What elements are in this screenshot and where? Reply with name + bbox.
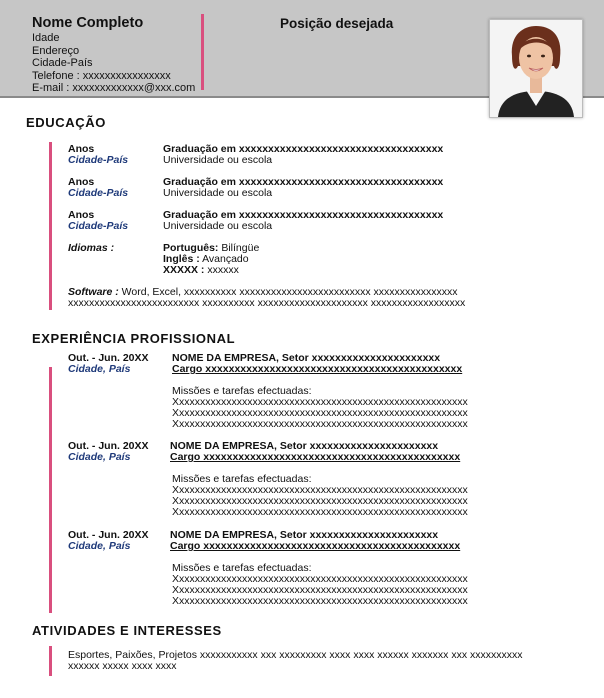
education-title: EDUCAÇÃO — [26, 115, 106, 130]
job-3-line-3: Xxxxxxxxxxxxxxxxxxxxxxxxxxxxxxxxxxxxxxxxxxxxxxxxxxxxxxxx — [172, 595, 468, 607]
software-text-1: Word, Excel, xxxxxxxxxx xxxxxxxxxxxxxxxxxxxxxxxxx xxxxxxxxxxxxxxxx — [118, 286, 458, 298]
language-2-level: Avançado — [199, 253, 249, 265]
edu-3-city: Cidade-País — [68, 220, 129, 232]
language-3 — [163, 265, 239, 277]
edu-2-school: Universidade ou escola — [163, 187, 273, 199]
edu-2-years: Anos — [68, 176, 95, 188]
activities-title: ATIVIDADES E INTERESSES — [32, 623, 222, 638]
job-2-line-1: Xxxxxxxxxxxxxxxxxxxxxxxxxxxxxxxxxxxxxxxxxxxxxxxxxxxxxxxx — [172, 484, 468, 496]
full-name: Nome Completo — [32, 15, 144, 31]
job-2-city: Cidade, País — [68, 451, 131, 463]
edu-3-degree: Graduação em xxxxxxxxxxxxxxxxxxxxxxxxxxxxxxxxxxx — [163, 209, 444, 221]
job-3-missions-label: Missões e tarefas efectuadas: — [172, 562, 312, 574]
job-1-dates: Out. - Jun. 20XX — [68, 352, 149, 364]
job-1-role: Cargo xxxxxxxxxxxxxxxxxxxxxxxxxxxxxxxxxxxxxxxxxxxx — [172, 363, 463, 375]
software-line-2: xxxxxxxxxxxxxxxxxxxxxxxxx xxxxxxxxxx xxxxxxxxxxxxxxxxxxxxx xxxxxxxxxxxxxxxxxx — [68, 297, 466, 309]
activities-accent-bar — [49, 646, 52, 676]
address-line: Endereço — [32, 44, 80, 57]
job-3-city: Cidade, País — [68, 540, 131, 552]
job-1-city: Cidade, País — [68, 363, 131, 375]
profile-photo — [489, 19, 583, 118]
job-2-company: NOME DA EMPRESA, Setor xxxxxxxxxxxxxxxxxxxxxx — [170, 440, 439, 452]
language-2-name: Inglês : — [163, 253, 200, 265]
edu-2-degree: Graduação em xxxxxxxxxxxxxxxxxxxxxxxxxxxxxxxxxxx — [163, 176, 444, 188]
edu-2-city: Cidade-País — [68, 187, 129, 199]
job-1-line-2: Xxxxxxxxxxxxxxxxxxxxxxxxxxxxxxxxxxxxxxxxxxxxxxxxxxxxxxxx — [172, 407, 468, 419]
language-1-level: Bilíngüe — [218, 242, 260, 254]
header-divider — [201, 14, 204, 90]
job-1-company: NOME DA EMPRESA, Setor xxxxxxxxxxxxxxxxxxxxxx — [172, 352, 441, 364]
experience-title: EXPERIÊNCIA PROFISSIONAL — [32, 331, 236, 346]
edu-3-years: Anos — [68, 209, 95, 221]
job-2-line-2: Xxxxxxxxxxxxxxxxxxxxxxxxxxxxxxxxxxxxxxxxxxxxxxxxxxxxxxxx — [172, 495, 468, 507]
language-3-level: xxxxxx — [204, 264, 239, 276]
edu-1-school: Universidade ou escola — [163, 154, 273, 166]
email-line: E-mail : xxxxxxxxxxxxx@xxx.com — [32, 82, 196, 94]
job-2-missions-label: Missões e tarefas efectuadas: — [172, 473, 312, 485]
education-accent-bar — [49, 142, 52, 310]
edu-1-city: Cidade-País — [68, 154, 129, 166]
activities-line-1: Esportes, Paixões, Projetos xxxxxxxxxxx xxx xxxxxxxxx xxxx xxxx xxxxxx xxxxxxx xxx xxxxxxxxxx — [68, 649, 523, 661]
contact-block — [32, 15, 195, 95]
desired-position: Posição desejada — [280, 16, 394, 31]
language-1-name: Português: — [163, 242, 219, 254]
city-country-line: Cidade-País — [32, 57, 93, 69]
job-1-missions-label: Missões e tarefas efectuadas: — [172, 385, 312, 397]
woman-portrait-icon — [490, 20, 582, 117]
software-label: Software : — [68, 286, 119, 298]
activities-line-2: xxxxxx xxxxx xxxx xxxx — [68, 660, 177, 672]
experience-accent-bar — [49, 367, 52, 613]
job-2-line-3: Xxxxxxxxxxxxxxxxxxxxxxxxxxxxxxxxxxxxxxxxxxxxxxxxxxxxxxxx — [172, 506, 468, 518]
job-2-dates: Out. - Jun. 20XX — [68, 440, 149, 452]
edu-1-years: Anos — [68, 143, 95, 155]
job-3-role: Cargo xxxxxxxxxxxxxxxxxxxxxxxxxxxxxxxxxxxxxxxxxxxx — [170, 540, 461, 552]
languages-label: Idiomas : — [68, 242, 115, 254]
language-3-name: XXXXX : — [163, 264, 205, 276]
phone-line: Telefone : xxxxxxxxxxxxxxxx — [32, 69, 171, 82]
job-3-dates: Out. - Jun. 20XX — [68, 529, 149, 541]
edu-3-school: Universidade ou escola — [163, 220, 273, 232]
edu-1-degree: Graduação em xxxxxxxxxxxxxxxxxxxxxxxxxxxxxxxxxxx — [163, 143, 444, 155]
job-1-line-3: Xxxxxxxxxxxxxxxxxxxxxxxxxxxxxxxxxxxxxxxxxxxxxxxxxxxxxxxx — [172, 418, 468, 430]
job-1-line-1: Xxxxxxxxxxxxxxxxxxxxxxxxxxxxxxxxxxxxxxxxxxxxxxxxxxxxxxxx — [172, 396, 468, 408]
job-3-line-1: Xxxxxxxxxxxxxxxxxxxxxxxxxxxxxxxxxxxxxxxxxxxxxxxxxxxxxxxx — [172, 573, 468, 585]
age-line: Idade — [32, 32, 60, 44]
job-2-role: Cargo xxxxxxxxxxxxxxxxxxxxxxxxxxxxxxxxxxxxxxxxxxxx — [170, 451, 461, 463]
job-3-company: NOME DA EMPRESA, Setor xxxxxxxxxxxxxxxxxxxxxx — [170, 529, 439, 541]
job-3-line-2: Xxxxxxxxxxxxxxxxxxxxxxxxxxxxxxxxxxxxxxxxxxxxxxxxxxxxxxxx — [172, 584, 468, 596]
